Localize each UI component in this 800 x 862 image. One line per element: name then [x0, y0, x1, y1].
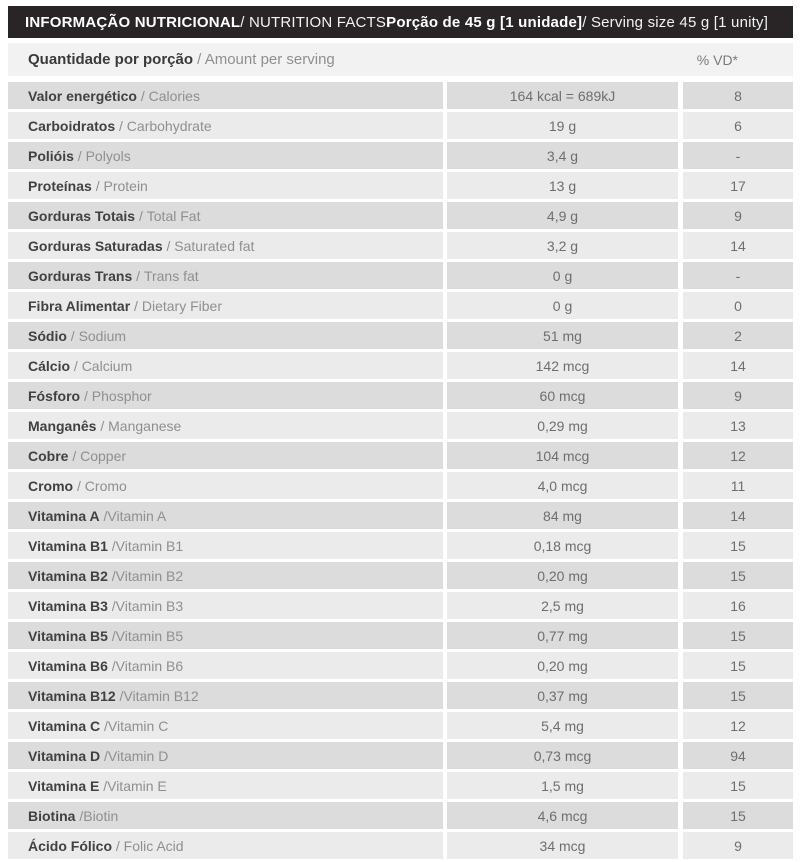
nutrient-amount-cell [447, 292, 678, 319]
table-row [8, 112, 793, 139]
nutrient-name-pt: Sódio [28, 327, 67, 344]
nutrient-daily-value-cell [683, 772, 793, 799]
nutrient-name-cell [8, 142, 443, 169]
nutrient-amount: 0,77 mg [537, 627, 588, 644]
nutrient-name-separator: / [66, 327, 79, 344]
nutrient-name-separator: / [73, 147, 86, 164]
nutrient-daily-value-cell [683, 442, 793, 469]
nutrient-amount-cell [447, 652, 678, 679]
nutrient-name-cell [8, 772, 443, 799]
table-row [8, 682, 793, 709]
nutrient-name-separator: / [115, 687, 124, 704]
nutrient-name-en: Vitamin B3 [115, 597, 184, 614]
nutrient-daily-value-cell [683, 262, 793, 289]
nutrient-amount-cell [447, 412, 678, 439]
nutrient-name-pt: Vitamina B12 [28, 687, 116, 704]
nutrient-amount-cell [447, 832, 678, 859]
nutrient-name-cell [8, 472, 443, 499]
table-row [8, 232, 793, 259]
nutrient-name-pt: Manganês [28, 417, 97, 434]
nutrient-name-cell [8, 532, 443, 559]
nutrient-name-en: Copper [80, 447, 127, 464]
nutrient-name-separator: / [115, 117, 127, 134]
nutrient-amount: 0,20 mg [537, 657, 588, 674]
amount-label-pt: Quantidade por porção [28, 51, 194, 68]
nutrient-amount: 0,18 mcg [533, 537, 592, 554]
nutrient-name-separator: / [99, 507, 108, 524]
nutrient-daily-value-cell [683, 412, 793, 439]
nutrient-daily-value-cell [683, 292, 793, 319]
table-row [8, 352, 793, 379]
nutrient-daily-value-cell [683, 502, 793, 529]
nutrient-name-en: Vitamin A [107, 507, 167, 524]
nutrient-name-en: Trans fat [143, 267, 199, 284]
nutrient-daily-value-cell [683, 172, 793, 199]
nutrient-name-cell [8, 442, 443, 469]
nutrient-amount-cell [447, 562, 678, 589]
table-row [8, 712, 793, 739]
nutrient-amount: 3,4 g [546, 147, 579, 164]
nutrient-name-separator: / [112, 837, 124, 854]
nutrient-daily-value: 15 [730, 567, 746, 584]
nutrient-name-cell [8, 742, 443, 769]
nutrient-daily-value-cell [683, 232, 793, 259]
nutrient-name-cell [8, 112, 443, 139]
nutrient-name-separator: / [136, 87, 149, 104]
table-row [8, 652, 793, 679]
amount-per-serving-label [28, 51, 335, 68]
nutrient-name-cell [8, 82, 443, 109]
nutrient-name-cell [8, 172, 443, 199]
nutrient-name-separator: / [107, 567, 116, 584]
nutrient-daily-value: - [735, 147, 741, 164]
nutrient-amount: 4,9 g [546, 207, 579, 224]
nutrient-name-en: Phosphor [91, 387, 152, 404]
nutrient-amount: 142 mcg [535, 357, 590, 374]
nutrient-daily-value: 14 [730, 357, 746, 374]
nutrient-name-en: Vitamin D [107, 747, 169, 764]
nutrient-name-separator: / [107, 627, 116, 644]
nutrient-daily-value: 94 [730, 747, 746, 764]
nutrient-name-en: Vitamin B2 [115, 567, 184, 584]
nutrient-amount: 19 g [548, 117, 577, 134]
amount-label-en: Amount per serving [204, 51, 335, 68]
nutrient-name-separator: / [107, 597, 116, 614]
nutrient-daily-value-cell [683, 322, 793, 349]
nutrient-daily-value-cell [683, 742, 793, 769]
nutrient-name-cell [8, 592, 443, 619]
nutrient-amount-cell [447, 352, 678, 379]
nutrient-amount-cell [447, 472, 678, 499]
nutrient-name-en: Biotin [83, 807, 119, 824]
nutrient-daily-value: 9 [734, 837, 742, 854]
nutrient-name-pt: Vitamina B5 [28, 627, 108, 644]
nutrient-daily-value-cell [683, 832, 793, 859]
nutrient-name-cell [8, 502, 443, 529]
nutrient-amount: 84 mg [543, 507, 582, 524]
nutrient-name-separator: / [70, 357, 82, 374]
nutrient-name-cell [8, 412, 443, 439]
nutrient-amount: 60 mcg [539, 387, 586, 404]
table-row [8, 142, 793, 169]
nutrient-name-en: Manganese [108, 417, 182, 434]
nutrient-amount: 0,20 mg [537, 567, 588, 584]
nutrient-amount-cell [447, 592, 678, 619]
nutrient-daily-value: 2 [734, 327, 742, 344]
nutrient-name-separator: / [162, 237, 175, 254]
nutrient-name-separator: / [100, 747, 108, 764]
nutrient-daily-value: 6 [734, 117, 742, 134]
table-row [8, 802, 793, 829]
nutrient-name-pt: Fósforo [28, 387, 81, 404]
nutrient-name-cell [8, 562, 443, 589]
title-segment: / Serving size 45 g [1 unity] [582, 13, 769, 31]
nutrient-name-en: Dietary Fiber [141, 297, 222, 314]
nutrient-name-separator: / [135, 207, 147, 224]
amount-label-separator: / [193, 51, 205, 68]
nutrient-amount: 1,5 mg [541, 777, 584, 794]
nutrient-name-en: Saturated fat [174, 237, 255, 254]
nutrient-daily-value: 15 [730, 537, 746, 554]
table-row [8, 172, 793, 199]
nutrient-name-pt: Cromo [28, 477, 74, 494]
table-row [8, 202, 793, 229]
nutrient-name-en: Polyols [85, 147, 131, 164]
nutrient-amount: 51 mg [543, 327, 582, 344]
nutrient-name-cell [8, 232, 443, 259]
nutrient-name-pt: Gorduras Totais [28, 207, 136, 224]
nutrient-name-pt: Polióis [28, 147, 74, 164]
nutrient-amount: 0,29 mg [537, 417, 588, 434]
table-row [8, 412, 793, 439]
nutrient-name-separator: / [100, 717, 108, 734]
nutrient-amount-cell [447, 772, 678, 799]
table-row [8, 262, 793, 289]
nutrient-daily-value: 17 [730, 177, 746, 194]
nutrient-amount: 2,5 mg [541, 597, 584, 614]
nutrient-name-cell [8, 322, 443, 349]
table-row [8, 292, 793, 319]
nutrient-daily-value-cell [683, 712, 793, 739]
nutrient-daily-value: 9 [734, 387, 742, 404]
nutrient-daily-value: 8 [734, 87, 742, 104]
nutrient-amount: 164 kcal = 689kJ [509, 87, 616, 104]
nutrient-name-en: Vitamin E [107, 777, 167, 794]
nutrient-name-en: Vitamin B5 [115, 627, 184, 644]
nutrient-daily-value-cell [683, 592, 793, 619]
nutrient-name-pt: Vitamina E [28, 777, 100, 794]
nutrient-name-cell [8, 262, 443, 289]
nutrient-daily-value-cell [683, 382, 793, 409]
nutrient-name-separator: / [132, 267, 144, 284]
nutrition-facts-panel [0, 6, 800, 862]
daily-value-column-header: % VD* [696, 51, 738, 68]
nutrient-amount: 0,73 mcg [533, 747, 592, 764]
nutrient-amount: 13 g [548, 177, 577, 194]
nutrient-amount-cell [447, 112, 678, 139]
nutrient-daily-value-cell [683, 652, 793, 679]
table-row [8, 592, 793, 619]
nutrient-amount-cell [447, 82, 678, 109]
nutrient-amount: 34 mcg [539, 837, 586, 854]
table-row [8, 742, 793, 769]
nutrient-amount: 104 mcg [535, 447, 590, 464]
nutrient-daily-value: 11 [730, 477, 746, 494]
nutrient-amount: 5,4 mg [541, 717, 584, 734]
nutrient-daily-value: 14 [730, 507, 746, 524]
nutrient-name-pt: Vitamina C [28, 717, 101, 734]
nutrient-amount: 3,2 g [546, 237, 579, 254]
nutrient-name-en: Calories [148, 87, 200, 104]
nutrient-name-cell [8, 802, 443, 829]
nutrient-daily-value-cell [683, 352, 793, 379]
nutrient-daily-value-cell [683, 142, 793, 169]
nutrient-name-cell [8, 832, 443, 859]
nutrient-name-pt: Cálcio [28, 357, 71, 374]
nutrient-name-separator: / [96, 417, 109, 434]
nutrient-amount-cell [447, 142, 678, 169]
nutrient-name-cell [8, 622, 443, 649]
nutrient-daily-value-cell [683, 532, 793, 559]
nutrient-name-pt: Vitamina B6 [28, 657, 108, 674]
nutrient-name-pt: Vitamina A [28, 507, 100, 524]
nutrient-amount-cell [447, 172, 678, 199]
nutrient-name-cell [8, 202, 443, 229]
nutrient-amount-cell [447, 532, 678, 559]
table-row [8, 472, 793, 499]
nutrient-daily-value: - [735, 267, 741, 284]
nutrient-amount-cell [447, 382, 678, 409]
nutrient-daily-value-cell [683, 202, 793, 229]
nutrient-name-pt: Valor energético [28, 87, 137, 104]
nutrient-amount-cell [447, 802, 678, 829]
nutrient-name-en: Vitamin B12 [123, 687, 199, 704]
nutrient-amount-cell [447, 442, 678, 469]
nutrient-daily-value: 15 [730, 687, 746, 704]
nutrient-daily-value: 0 [734, 297, 742, 314]
nutrient-name-pt: Proteínas [28, 177, 92, 194]
nutrient-daily-value-cell [683, 82, 793, 109]
nutrient-daily-value: 12 [730, 447, 746, 464]
nutrient-name-pt: Fibra Alimentar [28, 297, 131, 314]
nutrient-amount-cell [447, 322, 678, 349]
nutrient-amount-cell [447, 742, 678, 769]
nutrient-name-pt: Cobre [28, 447, 69, 464]
nutrient-name-pt: Gorduras Saturadas [28, 237, 163, 254]
amount-per-serving-row [8, 43, 793, 76]
nutrient-name-en: Carbohydrate [126, 117, 212, 134]
nutrient-name-en: Calcium [81, 357, 133, 374]
table-row [8, 772, 793, 799]
nutrient-name-en: Vitamin C [107, 717, 169, 734]
nutrient-amount-cell [447, 682, 678, 709]
nutrient-name-en: Vitamin B1 [115, 537, 184, 554]
table-row [8, 442, 793, 469]
nutrient-daily-value: 15 [730, 777, 746, 794]
nutrient-daily-value-cell [683, 622, 793, 649]
nutrient-name-pt: Biotina [28, 807, 76, 824]
nutrient-amount: 0 g [552, 297, 573, 314]
nutrient-name-pt: Vitamina B2 [28, 567, 108, 584]
nutrient-amount: 0 g [552, 267, 573, 284]
nutrient-amount-cell [447, 262, 678, 289]
nutrient-amount-cell [447, 712, 678, 739]
nutrient-name-separator: / [107, 657, 116, 674]
nutrient-name-cell [8, 292, 443, 319]
nutrient-amount: 4,0 mcg [537, 477, 588, 494]
nutrient-name-separator: / [75, 807, 84, 824]
nutrient-amount-cell [447, 232, 678, 259]
nutrient-daily-value-cell [683, 472, 793, 499]
nutrient-name-en: Sodium [78, 327, 127, 344]
nutrient-name-cell [8, 682, 443, 709]
nutrient-name-separator: / [130, 297, 142, 314]
nutrient-name-en: Protein [103, 177, 148, 194]
nutrient-name-separator: / [107, 537, 116, 554]
nutrient-daily-value: 15 [730, 657, 746, 674]
nutrient-name-en: Total Fat [146, 207, 201, 224]
nutrient-amount: 4,6 mcg [537, 807, 588, 824]
nutrient-name-cell [8, 652, 443, 679]
title-segment: Porção de 45 g [1 unidade] [386, 13, 583, 31]
nutrient-daily-value: 16 [730, 597, 746, 614]
nutrient-name-cell [8, 352, 443, 379]
table-row [8, 502, 793, 529]
title-segment: / NUTRITION FACTS [240, 13, 387, 31]
nutrient-name-pt: Ácido Fólico [28, 837, 112, 854]
nutrient-daily-value: 14 [730, 237, 746, 254]
nutrient-name-en: Vitamin B6 [115, 657, 184, 674]
nutrient-name-cell [8, 712, 443, 739]
nutrient-daily-value: 15 [730, 627, 746, 644]
nutrient-daily-value-cell [683, 682, 793, 709]
table-row [8, 532, 793, 559]
nutrient-name-cell [8, 382, 443, 409]
nutrient-name-en: Folic Acid [123, 837, 184, 854]
nutrient-daily-value: 12 [730, 717, 746, 734]
nutrient-name-separator: / [73, 477, 85, 494]
table-row [8, 562, 793, 589]
nutrient-daily-value: 9 [734, 207, 742, 224]
table-row [8, 382, 793, 409]
table-row [8, 322, 793, 349]
nutrient-name-pt: Carboidratos [28, 117, 116, 134]
nutrient-amount-cell [447, 202, 678, 229]
nutrient-daily-value-cell [683, 562, 793, 589]
nutrient-name-separator: / [80, 387, 92, 404]
table-row [8, 832, 793, 859]
title-segment: INFORMAÇÃO NUTRICIONAL [25, 13, 241, 31]
nutrient-name-en: Cromo [84, 477, 127, 494]
nutrient-amount-cell [447, 502, 678, 529]
nutrient-name-separator: / [91, 177, 104, 194]
nutrient-amount: 0,37 mg [537, 687, 588, 704]
nutrient-name-separator: / [99, 777, 108, 794]
nutrient-name-pt: Vitamina D [28, 747, 101, 764]
nutrient-amount-cell [447, 622, 678, 649]
nutrition-rows [8, 82, 793, 859]
nutrient-daily-value-cell [683, 112, 793, 139]
nutrient-name-pt: Vitamina B3 [28, 597, 108, 614]
nutrient-daily-value: 15 [730, 807, 746, 824]
nutrient-name-pt: Gorduras Trans [28, 267, 133, 284]
nutrient-daily-value-cell [683, 802, 793, 829]
nutrient-daily-value: 13 [730, 417, 746, 434]
table-row [8, 622, 793, 649]
table-row [8, 82, 793, 109]
nutrition-title-bar [8, 6, 793, 38]
nutrient-name-pt: Vitamina B1 [28, 537, 108, 554]
nutrient-name-separator: / [68, 447, 81, 464]
